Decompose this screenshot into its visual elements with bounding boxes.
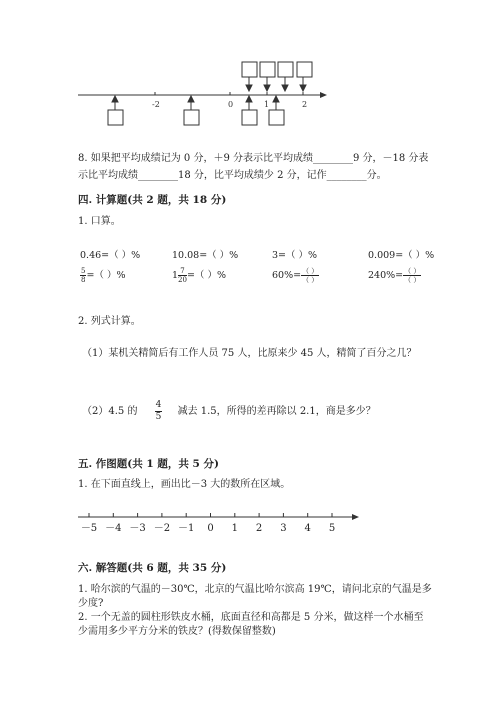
tick-label: 0 xyxy=(228,100,234,109)
fraction: $\frac{7}{20}$ xyxy=(178,267,187,284)
arrow-down-icon xyxy=(300,85,306,91)
section-4-q2-1: （1）某机关精简后有工作人员 75 人，比原来少 45 人，精简了百分之几？ xyxy=(82,348,417,359)
fraction: $\frac{4}{5}$ xyxy=(155,400,162,422)
section-4-q2-title: 2. 列式计算。 xyxy=(78,316,141,327)
tick-label: －5 xyxy=(80,523,98,534)
calc-item-3: 3=（ ）% xyxy=(272,250,318,261)
arrow-down-icon xyxy=(282,85,288,91)
answer-box-upper-2 xyxy=(260,62,275,77)
tick-label: －4 xyxy=(105,523,122,534)
answer-box-upper-3 xyxy=(278,62,293,77)
calc-item-6: 1 $\frac{7}{20}$ =（ ）% xyxy=(172,267,226,284)
calc-item-4: 0.009=（ ）% xyxy=(368,250,435,261)
arrow-down-icon xyxy=(246,85,252,91)
tick-label: 3 xyxy=(280,523,287,534)
arrow-up-icon xyxy=(246,96,252,102)
section-4-title: 四. 计算题(共 2 题，共 18 分) xyxy=(78,194,227,206)
calc-item-1: 0.46=（ ）% xyxy=(80,250,141,261)
answer-box-upper-1 xyxy=(242,62,257,77)
arrow-up-icon xyxy=(273,96,279,102)
answer-box-lower-3 xyxy=(242,110,257,125)
question-8-line-2: 示比平均成绩________18 分，比平均成绩少 2 分，记作________分。 xyxy=(78,170,387,181)
section-5-q1: 1. 在下面直线上，画出比－3 大的数所在区域。 xyxy=(78,479,291,490)
tick-label: -2 xyxy=(152,100,160,109)
tick-label: 1 xyxy=(264,100,270,109)
tick-label: －2 xyxy=(153,523,171,534)
section-6-q1-line-2: 少度? xyxy=(78,598,104,609)
tick-label: 1 xyxy=(231,523,238,534)
fraction: $\frac{( )}{( )}$ xyxy=(302,267,319,284)
section-6-q2-line-2: 少需用多少平方分米的铁皮？(得数保留整数) xyxy=(78,626,276,637)
section-6-title: 六. 解答题(共 6 题，共 35 分) xyxy=(78,562,227,574)
fraction: $\frac{( )}{( )}$ xyxy=(404,267,421,284)
tick-label: 2 xyxy=(255,523,263,534)
axis-arrow-icon xyxy=(320,92,327,98)
answer-box-lower-2 xyxy=(184,110,199,125)
section-5-title: 五. 作图题(共 1 题，共 5 分) xyxy=(78,458,219,470)
arrow-up-icon xyxy=(112,96,118,102)
calc-item-8: 240%= $\frac{( )}{( )}$ xyxy=(368,267,421,284)
axis-arrow-icon xyxy=(352,514,359,520)
answer-box-lower-4 xyxy=(269,110,284,125)
calc-item-5: $\frac{5}{8}$ =（ ）% xyxy=(81,267,126,284)
number-line-top xyxy=(0,0,500,135)
arrow-down-icon xyxy=(264,85,270,91)
section-6-q1-line-1: 1. 哈尔滨的气温的－30℃，北京的气温比哈尔滨高 19℃，请问北京的气温是多 xyxy=(78,584,432,595)
section-4-q1-title: 1. 口算。 xyxy=(78,216,121,227)
tick-label: 4 xyxy=(304,523,311,534)
calc-item-2: 10.08=（ ）% xyxy=(172,250,239,261)
calc-item-7: 60%= $\frac{( )}{( )}$ xyxy=(272,267,319,284)
question-8-line-1: 8. 如果把平均成绩记为 0 分，＋9 分表示比平均成绩________9 分，－18 分表 xyxy=(78,153,429,164)
section-6-q2-line-1: 2. 一个无盖的圆柱形铁皮水桶，底面直径和高都是 5 分米，做这样一个水桶至 xyxy=(78,612,424,623)
tick-label: －1 xyxy=(178,523,195,534)
tick-label: －3 xyxy=(129,523,146,534)
fraction: $\frac{5}{8}$ xyxy=(81,267,86,284)
section-4-q2-2: （2）4.5 的 $\frac{4}{5}$ 减去 1.5，所得的差再除以 2.1，商是多少？ xyxy=(82,400,376,422)
tick-label: 5 xyxy=(328,523,336,534)
arrow-up-icon xyxy=(188,96,194,102)
answer-box-upper-4 xyxy=(297,62,312,77)
tick-label: 0 xyxy=(207,523,214,534)
tick-label: 2 xyxy=(302,100,308,109)
answer-box-lower-1 xyxy=(108,110,123,125)
